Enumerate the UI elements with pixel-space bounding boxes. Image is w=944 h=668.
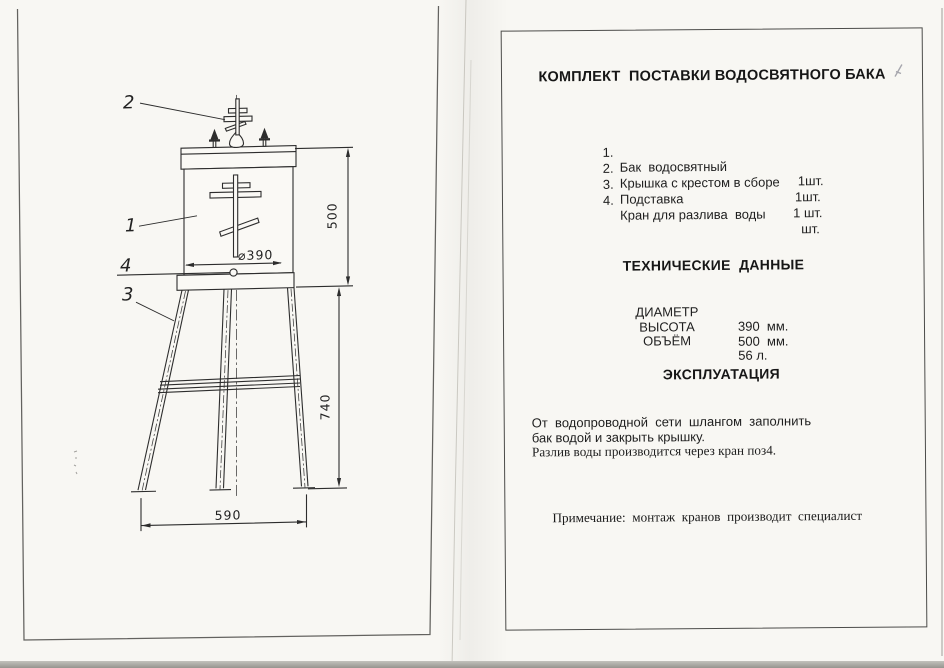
tech-label: ДИАМЕТР	[635, 304, 699, 320]
kit-list	[602, 128, 903, 237]
kit-item-name: Крышка с крестом в сборе	[619, 174, 780, 191]
operation-title: ЭКСПЛУАТАЦИЯ	[662, 365, 780, 383]
spec-page	[501, 27, 928, 630]
kit-item-number: 1.	[602, 144, 614, 160]
kit-item-number: 3.	[602, 176, 614, 192]
kit-item-name: Подставка	[619, 191, 684, 207]
kit-item-quantity: 1шт.	[797, 173, 824, 189]
lid-finial-left	[209, 129, 220, 148]
tech-data-table	[622, 288, 862, 363]
tech-label: ВЫСОТА	[639, 318, 695, 335]
tech-label: ОБЪЁМ	[643, 333, 692, 349]
dim-height-500	[295, 147, 353, 287]
pen-mark	[892, 61, 908, 79]
page-title: КОМПЛЕКТ ПОСТАВКИ ВОДОСВЯТНОГО БАКА	[538, 66, 886, 86]
part-label-2: 2	[123, 92, 135, 114]
kit-item-quantity: 1 шт.	[793, 205, 823, 221]
operation-line: бак водой и закрыть крышку.	[531, 428, 705, 446]
part-label-3: 3	[122, 284, 134, 306]
scan-edge-right	[941, 8, 943, 656]
kit-item-number: 4.	[602, 192, 614, 208]
kit-item-quantity: 1шт.	[794, 189, 821, 205]
dim-height-740	[308, 287, 347, 489]
drawing-frame	[18, 6, 439, 640]
tank-assembly-view	[117, 87, 353, 531]
kit-item-number: 2.	[602, 160, 614, 176]
note-text: Примечание: монтаж кранов производит специалист	[552, 507, 863, 526]
kit-item-name: Кран для разлива воды	[620, 206, 766, 223]
dim-diameter-text: ⌀390	[238, 247, 274, 263]
tech-value: 500 мм.	[738, 333, 789, 349]
tech-value: 390 мм.	[737, 318, 789, 334]
label-3-leader	[136, 301, 174, 321]
operation-text	[532, 413, 902, 464]
lid-finial-right	[259, 128, 270, 147]
dim-740-text: 740	[317, 393, 333, 421]
operation-line: Разлив воды производится через кран поз4.	[531, 442, 777, 460]
stand	[131, 287, 315, 492]
part-label-4: 4	[120, 255, 132, 277]
lid-cross	[224, 99, 252, 148]
tech-data-title: ТЕХНИЧЕСКИЕ ДАННЫЕ	[622, 256, 805, 274]
scan-edge-bottom	[0, 661, 944, 668]
kit-item-name: Бак водосвятный	[619, 158, 728, 175]
pencil-specks	[74, 451, 77, 474]
kit-item-quantity: шт.	[801, 221, 820, 237]
label-2-leader	[140, 101, 225, 121]
operation-line: От водопроводной сети шлангом заполнить	[531, 413, 812, 431]
page-fold-shadow	[438, 0, 508, 661]
dim-width-590	[141, 494, 307, 531]
dim-590-text: 590	[214, 507, 242, 523]
part-label-1: 1	[124, 215, 137, 237]
tech-value: 56 л.	[738, 347, 768, 363]
dim-500-text: 500	[324, 202, 340, 230]
